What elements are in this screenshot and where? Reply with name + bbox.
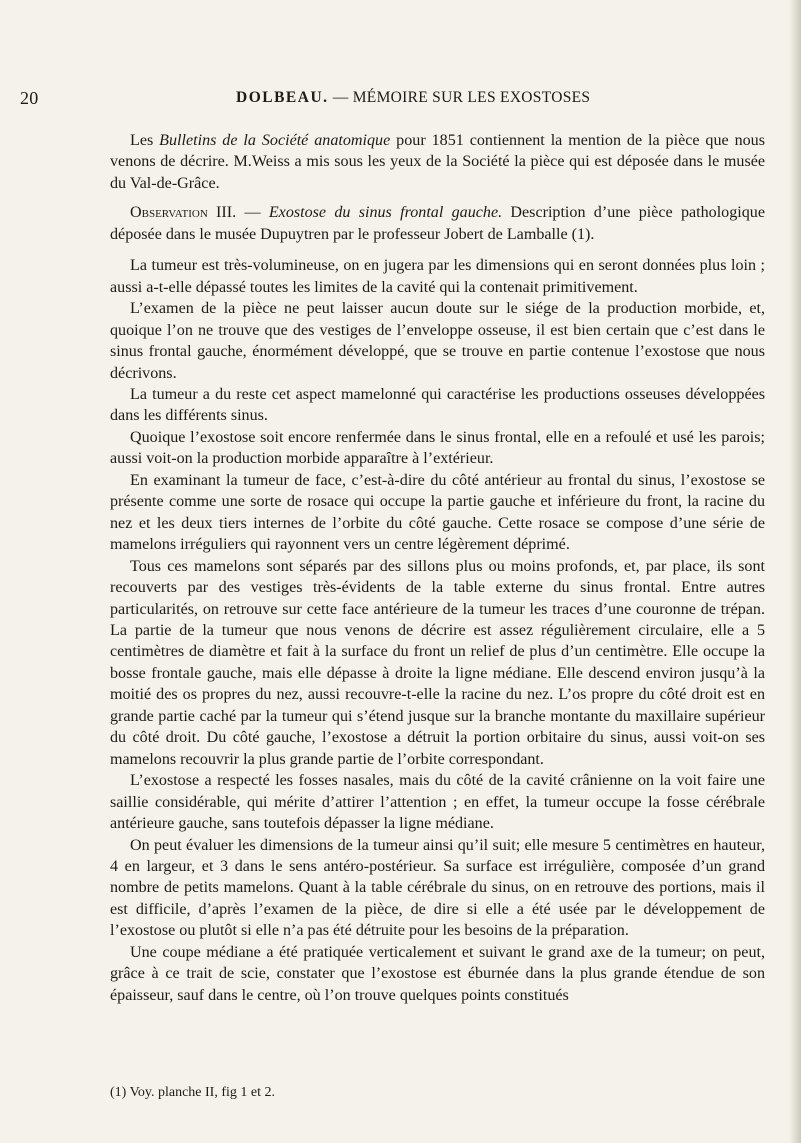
observation-label: Observation III. xyxy=(130,204,237,222)
body-text xyxy=(110,130,765,1006)
paragraph-bulletins xyxy=(110,130,765,194)
paragraph-text: Les xyxy=(130,132,160,149)
page-number: 20 xyxy=(20,88,39,108)
paragraph: L’examen de la pièce ne peut laisser aucun doute sur le siége de la production morbide, et, quoique l’on ne trouve que des vestiges de l’enveloppe osseuse, il est bien certain que c’est dans le sinus frontal gauche, énormément développé, que se trouve en partie contenue l’exostose que nous décrivons. xyxy=(110,300,765,382)
paragraph: On peut évaluer les dimensions de la tumeur ainsi qu’il suit; elle mesure 5 centimètres en hauteur, 4 en largeur, et 3 dans le sens antéro-postérieur. Sa surface est irrégulière, composée d’un grand nombre de petits mamelons. Quant à la table cérébrale du sinus, on en retrouve des portions, mais il est difficile, d’après l’examen de la pièce, de dire si elle a été usée par le développement de l’exostose ou plutôt si elle n’a pas été détruite pour les besoins de la préparation. xyxy=(110,836,765,940)
title-separator: — xyxy=(332,89,349,106)
paragraph: L’exostose a respecté les fosses nasales, mais du côté de la cavité crânienne on la voit faire une saillie considérable, qui mérite d’attirer l’attention ; en effet, la tumeur occupe la fosse cérébrale antérieure gauche, sans toutefois dépasser la ligne médiane. xyxy=(110,772,765,833)
paragraph: La tumeur est très-volumineuse, on en jugera par les dimensions qui en seront données plus loin ; aussi a-t-elle dépassé toutes les limites de la cavité qui la contenait primitivement. xyxy=(110,257,765,296)
running-head xyxy=(20,88,780,112)
observation-dash: — xyxy=(236,204,269,222)
paragraph-text: pour 1851 contiennent la mention de la pièce que nous venons de décrire. M.Weiss a mis sous les yeux de la Société la pièce qui est déposée dans le musée du Val-de-Grâce. xyxy=(110,132,765,192)
paragraph: Une coupe médiane a été pratiquée verticalement et suivant le grand axe de la tumeur; on peut, grâce à ce trait de scie, constater que l’exostose est éburnée dans la plus grande étendue de son épaisseur, sauf dans le centre, où l’on trouve quelques points constitués xyxy=(110,943,765,1004)
paragraph: En examinant la tumeur de face, c’est-à-dire du côté antérieur au frontal du sinus, l’exostose se présente comme une sorte de rosace qui occupe la partie gauche et inférieure du front, la racine du nez et les deux tiers internes de l’orbite du côté gauche. Cette rosace se compose d’une série de mamelons irréguliers qui rayonnent vers un centre légèrement déprimé. xyxy=(110,471,765,554)
observation-title: Exostose du sinus frontal gauche. xyxy=(268,204,503,222)
page-edge-shadow xyxy=(789,0,801,1143)
footnote: (1) Voy. planche II, fig 1 et 2. xyxy=(110,1085,275,1100)
paragraph: La tumeur a du reste cet aspect mamelonné qui caractérise les productions osseuses développées dans les différents sinus. xyxy=(110,385,765,425)
author-name: DOLBEAU. xyxy=(236,89,329,106)
paragraph: Quoique l’exostose soit encore renfermée dans le sinus frontal, elle en a refoulé et usé les parois; aussi voit-on la production morbide apparaître à l’extérieur. xyxy=(110,428,765,468)
memoir-title: MÉMOIRE SUR LES EXOSTOSES xyxy=(352,89,591,106)
observation-heading xyxy=(110,202,765,245)
running-title xyxy=(236,89,590,107)
paragraph: Tous ces mamelons sont séparés par des sillons plus ou moins profonds, et, par place, ils sont recouverts par des vestiges très-évidents de la table externe du sinus frontal. Entre autres particularités, on retrouve sur cette face antérieure de la tumeur les traces d’une couronne de trépan. La partie de la tumeur que nous venons de décrire est assez régulièrement circulaire, elle a 5 centimètres de diamètre et fait à la surface du front un relief de plus d’un centimètre. Elle occupe la bosse frontale gauche, mais elle dépasse à droite la ligne médiane. Elle descend environ jusqu’à la moitié des os propres du nez, aussi recouvre-t-elle la racine du nez. L’os propre du côté droit est en grande partie caché par la tumeur qui s’étend jusque sur la branche montante du maxillaire supérieur du côté droit. Du côté gauche, l’exostose a détruit la portion orbitaire du sinus, aussi voit-on ses mamelons recouvrir la plus grande partie de l’orbite correspondant. xyxy=(110,557,765,768)
journal-title: Bulletins de la Société anatomique xyxy=(159,132,391,149)
paragraph-text: Description d’une pièce pathologique déposée dans le musée Dupuytren par le professeur Jobert de Lamballe (1). xyxy=(110,204,765,243)
